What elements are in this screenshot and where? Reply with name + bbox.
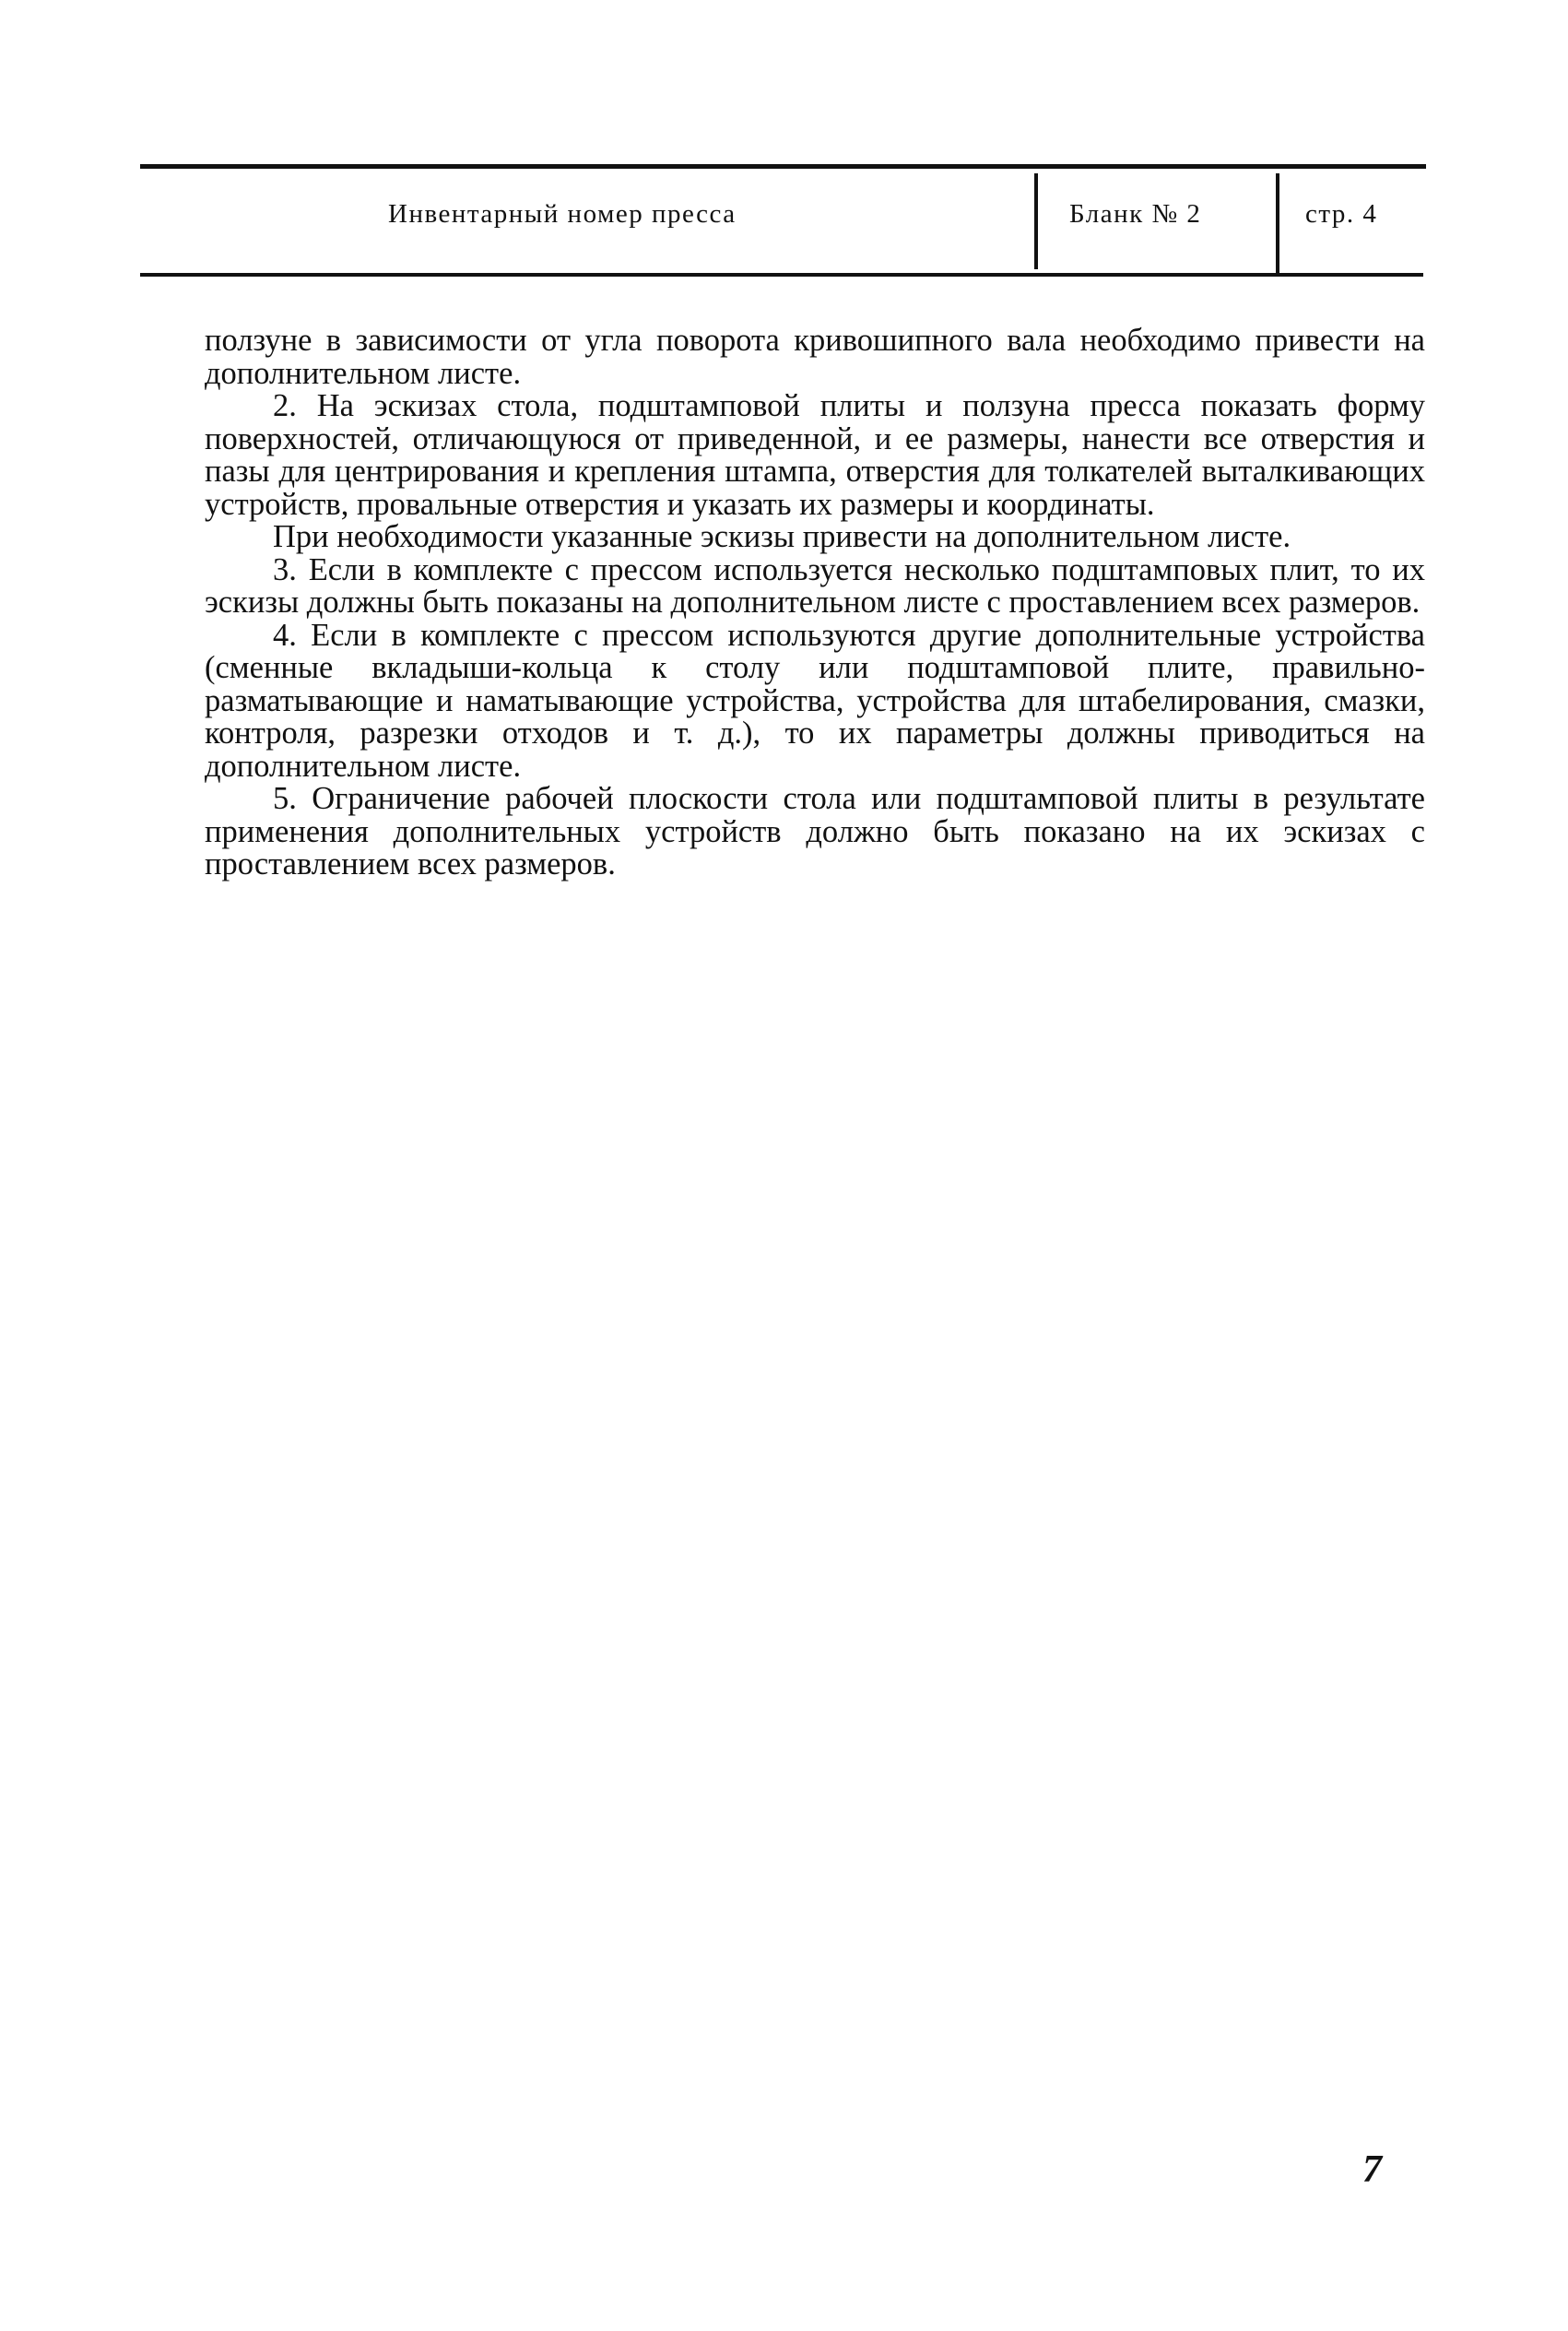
blank-number-label: Бланк № 2 [1069,199,1202,229]
paragraph: При необходимости указанные эскизы привести на дополнительном листе. [273,519,1291,554]
paragraph: 3. Если в комплекте с прессом используется несколько подштамповых плит, то их эскизы должны быть показаны на дополнительном листе с проставлением всех размеров. [205,551,1425,620]
paragraph: 4. Если в комплекте с прессом используются другие дополнительные устройства (сменные вкладыши-кольца к столу или подштамповой плите, правильно-разматывающие и наматывающие устройства, устройства для штабелирования, смазки, контроля, разрезки отходов и т. д.), то их параметры должны приводиться на дополнительном листе. [205,617,1425,784]
paragraph: ползуне в зависимости от угла поворота кривошипного вала необходимо привести на дополнительном листе. [205,323,1425,391]
header-divider [1034,173,1038,269]
header-divider [1276,173,1279,273]
paragraph: 5. Ограничение рабочей плоскости стола или подштамповой плиты в результате применения дополнительных устройств должно быть показано на их эскизах с проставлением всех размеров. [205,781,1425,882]
paragraph: 2. На эскизах стола, подштамповой плиты и ползуна пресса показать форму поверхностей, отличающуюся от приведенной, и ее размеры, нанести все отверстия и пазы для центрирования и крепления штампа, отверстия для толкателей выталкивающих устройств, провальные отверстия и указать их размеры и координаты. [205,388,1425,522]
header-page-label: стр. 4 [1305,199,1378,229]
inventory-number-label: Инвентарный номер пресса [388,199,737,229]
header-top-rule [140,164,1426,169]
body-text [205,325,1425,882]
page-number: 7 [1362,2148,1382,2191]
header-bottom-rule [140,273,1423,277]
